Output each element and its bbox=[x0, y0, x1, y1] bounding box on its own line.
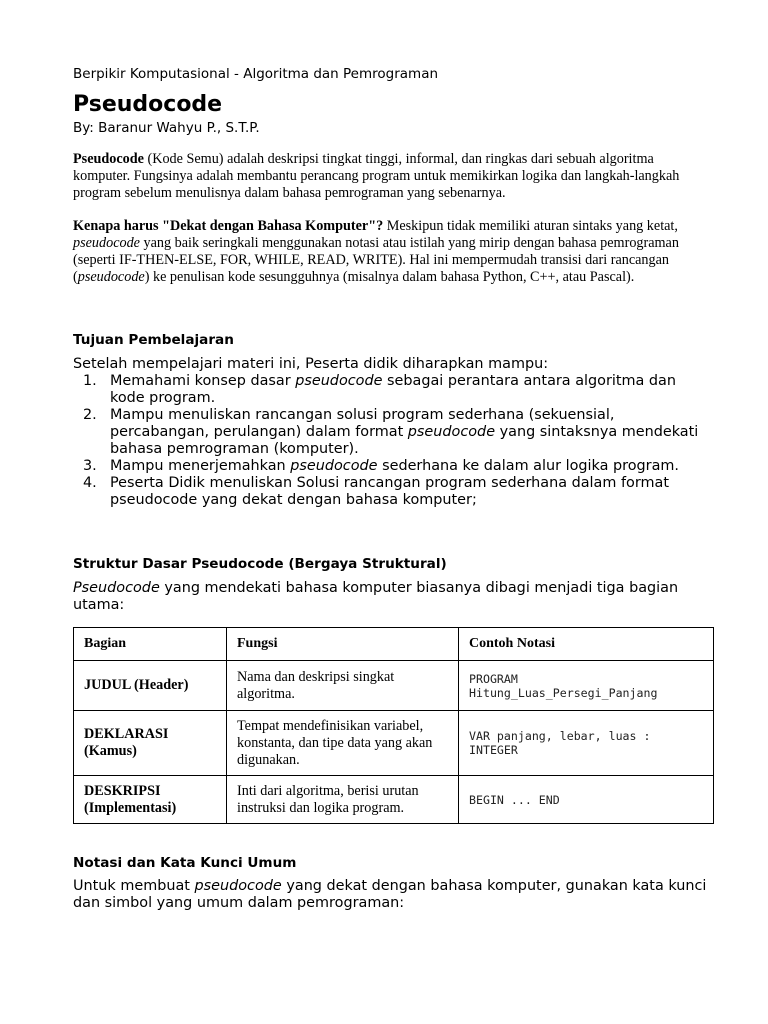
intro-paragraph-definition: Pseudocode (Kode Semu) adalah deskripsi tingkat tinggi, informal, dan ringkas dari sebuah algoritma komputer. Fungsinya adalah membantu perancang program untuk memikirkan logika dan langkah-langkah program sebelum menulisnya dalam bahasa pemrograman yang sebenarnya. bbox=[73, 151, 680, 201]
tujuan-intro: Setelah mempelajari materi ini, Peserta didik diharapkan mampu: bbox=[73, 356, 549, 372]
author-byline: By: Baranur Wahyu P., S.T.P. bbox=[73, 120, 260, 136]
section-heading-struktur: Struktur Dasar Pseudocode (Bergaya Struktural) bbox=[73, 556, 447, 572]
course-header: Berpikir Komputasional - Algoritma dan Pemrograman bbox=[73, 66, 439, 82]
struktur-intro: Pseudocode yang mendekati bahasa komputer biasanya dibagi menjadi tiga bagian utama: bbox=[73, 580, 679, 613]
cell-contoh: VAR panjang, lebar, luas : INTEGER bbox=[459, 711, 714, 776]
intro-paragraph-why: Kenapa harus "Dekat dengan Bahasa Komputer"? Meskipun tidak memiliki aturan sintaks yang ketat, pseudocode yang baik seringkali menggunakan notasi atau istilah yang mirip dengan bahasa pemrograman (seperti IF-THEN-ELSE, FOR, WHILE, READ, WRITE). Hal ini mempermudah transisi dari rancangan (pseudocode) ke penulisan kode sesungguhnya (misalnya dalam bahasa Python, C++, atau Pascal). bbox=[73, 218, 679, 285]
table-row bbox=[74, 661, 714, 711]
cell-bagian: DESKRIPSI (Implementasi) bbox=[74, 776, 227, 824]
cell-bagian: JUDUL (Header) bbox=[74, 661, 227, 711]
keyword-list: IF-THEN-ELSE, FOR, WHILE, READ, WRITE bbox=[119, 252, 398, 268]
cell-bagian: DEKLARASI (Kamus) bbox=[74, 711, 227, 776]
cell-fungsi: Inti dari algoritma, berisi urutan instruksi dan logika program. bbox=[227, 776, 459, 824]
learning-goals-list bbox=[73, 373, 713, 509]
notasi-intro: Untuk membuat pseudocode yang dekat dengan bahasa komputer, gunakan kata kunci dan simbol yang umum dalam pemrograman: bbox=[73, 878, 707, 911]
list-item: 1. Memahami konsep dasar pseudocode sebagai perantara antara algoritma dan kode program. bbox=[83, 373, 676, 406]
page-title: Pseudocode bbox=[73, 92, 223, 117]
why-heading: Kenapa harus "Dekat dengan Bahasa Komputer"? bbox=[73, 218, 384, 234]
list-item: 3. Mampu menerjemahkan pseudocode sederhana ke dalam alur logika program. bbox=[83, 458, 679, 474]
cell-contoh: PROGRAM Hitung_Luas_Persegi_Panjang bbox=[459, 661, 714, 711]
cell-fungsi: Nama dan deskripsi singkat algoritma. bbox=[227, 661, 459, 711]
list-item: 4. Peserta Didik menuliskan Solusi rancangan program sederhana dalam format pseudocode yang dekat dengan bahasa komputer; bbox=[83, 475, 669, 508]
term-pseudocode: Pseudocode bbox=[73, 151, 144, 167]
section-heading-tujuan: Tujuan Pembelajaran bbox=[73, 332, 234, 348]
section-heading-notasi: Notasi dan Kata Kunci Umum bbox=[73, 855, 297, 871]
table-header-row bbox=[74, 628, 714, 661]
cell-fungsi: Tempat mendefinisikan variabel, konstanta, dan tipe data yang akan digunakan. bbox=[227, 711, 459, 776]
structure-table bbox=[73, 627, 714, 824]
column-header-bagian: Bagian bbox=[74, 628, 227, 661]
table-row bbox=[74, 711, 714, 776]
list-item: 2. Mampu menuliskan rancangan solusi program sederhana (sekuensial, percabangan, perulangan) dalam format pseudocode yang sintaksnya mendekati bahasa pemrograman (komputer). bbox=[83, 407, 699, 457]
cell-contoh: BEGIN ... END bbox=[459, 776, 714, 824]
table-row bbox=[74, 776, 714, 824]
column-header-fungsi: Fungsi bbox=[227, 628, 459, 661]
column-header-contoh: Contoh Notasi bbox=[459, 628, 714, 661]
